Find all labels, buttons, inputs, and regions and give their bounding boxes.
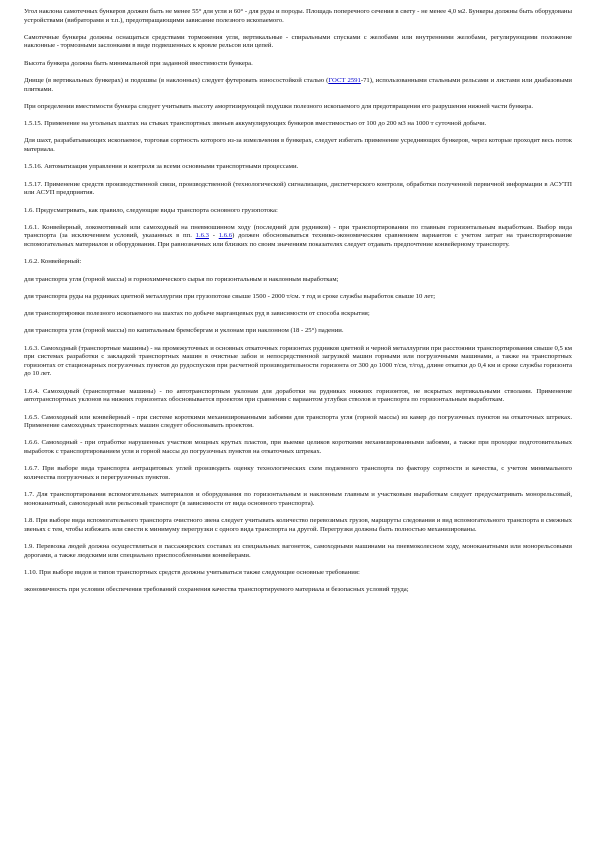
paragraph: 1.10. При выборе видов и типов транспортных средств должны учитываться также следующие основные требования: (24, 568, 360, 576)
section-link-1-6-3[interactable]: 1.6.3 (195, 232, 209, 240)
text-span: Днище (в вертикальных бункерах) и подошвы (в наклонных) следует футеровать износостойкой сталью ( (24, 77, 329, 85)
paragraph: для транспорта руды на рудниках цветной металлургии при грузопотоке свыше 1500 - 2000 т/см. т год и сроке службы выработок свыше 10 лет; (24, 292, 436, 300)
document-body (24, 8, 572, 603)
paragraph: 1.7. Для транспортирования вспомогательных материалов и оборудования по горизонтальным и наклонным главным и участковым выработкам следует предусматривать монорельсовый, моноканатный, самоходный или рельсовый транспорт (в зависимости от вида основного транспорта). (24, 491, 572, 507)
paragraph: Для шахт, разрабатывающих ископаемое, торговая сортность которого из-за измельчения в бункерах, следует избегать применение усредняющих бункеров, через которые проходит весь поток материала. (24, 137, 572, 154)
paragraph: 1.6.3. Самоходный (транспортные машины) - на промежуточных и основных откаточных горизонтах рудников цветной и черной металлургии при расстоянии транспортирования свыше 0,5 км при системах разработки с закладкой транспортных машин в очистные забои и непосредственной загрузкой машин горными или погрузочными машинами, а также на транспортных горизонтах от стационарных погрузочных пунктов до рудоспусков при расчетной производительности горизонта от 300 до 1000 т/см, т/год, длине откатки до 0,4 км и сроке службы горизонта до 10 лет. (24, 344, 572, 378)
section-link-1-6-6[interactable]: 1.6.6 (218, 232, 233, 240)
paragraph: 1.5.16. Автоматизация управления и контроля за всеми основными транспортными процессами. (24, 163, 299, 171)
paragraph: 1.6.4. Самоходный (транспортные машины) - по автотранспортным уклонам для доработки на рудниках нижних горизонтов, не вскрытых вертикальными стволами. Применение автотранспортных уклонов на нижних горизонтах обосновывается проектом при сравнении с вариантом углубки стволов и транспорта по горизонтальным выработкам. (24, 387, 572, 404)
paragraph: 1.6.5. Самоходный или конвейерный - при системе короткими механизированными забоями для транспорта угля (горной массы) из камер до погрузочных пунктов на откаточных штреках. Применение самоходных транспортных машин следует обосновывать проектом. (24, 413, 572, 430)
paragraph: 1.8. При выборе вида вспомогательного транспорта очистного звена следует учитывать количество перевозимых грузов, маршруты следования и вид вспомогательного транспорта в смежных звеньях с тем, чтобы избежать или свести к минимуму перегрузки с одного вида транспорта на другой. Перегрузки должны быть полностью механизированы. (24, 517, 572, 533)
paragraph: 1.5.15. Применение на угольных шахтах на стыках транспортных звеньев аккумулирующих бункеров вместимостью от 100 до 200 м3 на 1000 т суточной добычи. (24, 120, 487, 128)
paragraph: для транспорта угля (горной массы) по капитальным бремсбергам и уклонам при наклонном (18 - 25°) падении. (24, 327, 344, 335)
paragraph: При определении вместимости бункера следует учитывать высоту амортизирующей подушки полезного ископаемого для предотвращения его разрушения нижней части бункера. (24, 102, 533, 110)
paragraph: Самотечные бункеры должны оснащаться средствами торможения угля, вертикальные - спиральными спусками с желобами или внутренними желобами, регулирующими положение наклонные - тормозными заслонками в виде подвешенных к кровле рельсов или цепей. (24, 33, 572, 50)
text-span: - (208, 232, 219, 240)
paragraph: для транспортировки полезного ископаемого на шахтах по добыче марганцевых руд в зависимости от способа вскрытия; (24, 310, 370, 318)
paragraph: Угол наклона самотечных бункеров должен быть не менее 55° для угля и 60° - для руды и породы. Площадь поперечного сечения в свету - не менее 4,0 м2. Бункеры должны быть оборудованы устройствами (вибраторами и т.п.), предотвращающими зависание полезного ископаемого. (24, 8, 572, 24)
text-span: ) должен обосновываться технико-экономическим сравнением вариантов с учетом затрат на транспортирование вспомогательных материалов и оборудования. При равнозначных или близких по своим значениям показателях следует отдавать предпочтение конвейерному транспорту. (24, 232, 572, 248)
paragraph: для транспорта угля (горной массы) и горнохимического сырья по горизонтальным и наклонным выработкам; (24, 275, 339, 283)
paragraph (24, 224, 572, 250)
paragraph: 1.9. Перевозка людей должна осуществляться в пассажирских составах из специальных вагонеток, самоходными машинами на пневмоколесном ходу, моноканатными или монорельсовыми дорогами, а также людскими или специально приспособленными конвейерами. (24, 542, 572, 559)
paragraph: 1.6. Предусматривать, как правило, следующие виды транспорта основного грузопотока: (24, 206, 278, 214)
paragraph: 1.6.6. Самоходный - при отработке нарушенных участков мощных крутых пластов, при выемке целиков короткими механизированными забоями, а также при проходке подготовительных выработок с транспортированием угля и горной массы до погрузочных пунктов на откаточных штреках. (24, 439, 572, 456)
gost-link[interactable]: ГОСТ 2591 (328, 77, 361, 85)
paragraph: 1.5.17. Применение средств производственной связи, производственной (технологической) сигнализации, диспетчерского контроля, обработки полученной первичной информации в АСУТП или АСУП предприятия. (24, 180, 572, 197)
text-span: 1.6.1. Конвейерный, локомотивный или самоходный на пневмошинном ходу (последний для рудников) - при транспортировании по главным горизонтальным выработкам. Выбор вида транспорта (за исключением условий, указанных в пп. (24, 223, 572, 240)
text-span: -71), использованными стальными рельсами и листами или диабазовыми плитками. (24, 77, 573, 93)
paragraph: 1.6.7. При выборе вида транспорта антрацитовых углей производить оценку технологических схем подземного транспорта по фактору сортности и качества, с учетом минимального количества погрузочных и перегрузочных пунктов. (24, 465, 572, 481)
paragraph (24, 77, 572, 94)
paragraph: 1.6.2. Конвейерный: (24, 258, 82, 266)
paragraph: Высота бункера должна быть минимальной при заданной вместимости бункера. (24, 59, 253, 67)
paragraph: экономичность при условии обеспечения требований сохранения качества транспортируемого материала и безопасных условий труда; (24, 586, 409, 594)
